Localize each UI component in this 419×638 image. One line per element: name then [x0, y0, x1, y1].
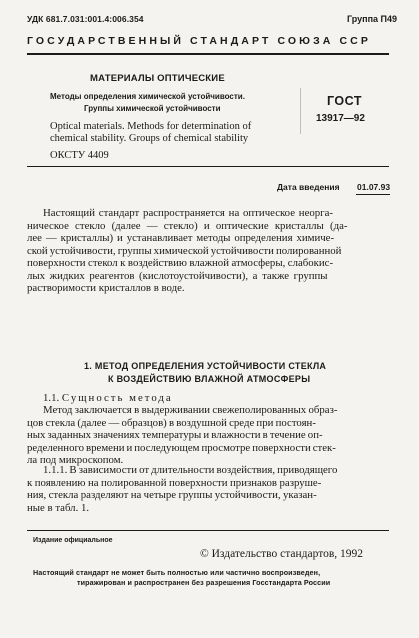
clause-heading [43, 392, 173, 404]
effective-date-underline [356, 194, 390, 195]
section-heading-line-1: 1. МЕТОД ОПРЕДЕЛЕНИЯ УСТОЙЧИВОСТИ СТЕКЛА [84, 361, 327, 371]
effective-date-label: Дата введения [277, 182, 340, 192]
method-line: Метод заключается в выдерживании свежеполированных образ- [43, 404, 338, 416]
header-rule [27, 53, 389, 55]
copyright-notice: © Издательство стандартов, 1992 [200, 548, 364, 560]
group-code: Группа П49 [347, 14, 398, 24]
method-paragraph [27, 404, 337, 467]
gost-number: 13917—92 [316, 113, 365, 124]
clause-line: к появлению на полированной поверхности признаков разруше- [27, 476, 322, 489]
intro-line: растворимости кристаллов в воде. [27, 282, 185, 294]
title-block-rule [27, 166, 389, 167]
clause-line: 1.1.1. В зависимости от длительности воздействия, приводящего [43, 464, 338, 476]
okstu-code: ОКСТУ 4409 [50, 150, 109, 161]
document-title: МАТЕРИАЛЫ ОПТИЧЕСКИЕ [90, 73, 225, 84]
intro-paragraph [27, 207, 347, 295]
clause-paragraph [27, 464, 337, 514]
title-divider [300, 88, 301, 134]
reproduction-notice-line-1: Настоящий стандарт не может быть полностью или частично воспроизведен, [33, 568, 321, 577]
effective-date-value: 01.07.93 [357, 182, 391, 192]
method-line: ределенного времени и последующем просмотре поверхности стек- [27, 441, 336, 454]
clause-line: ные в табл. 1. [27, 501, 90, 514]
edition-label: Издание официальное [33, 537, 113, 544]
intro-line: поверхности стекол к воздействию влажной атмосферы, слабокис- [27, 257, 334, 269]
gost-label: ГОСТ [327, 94, 362, 108]
method-line: цов стекла (далее — образцов) в воздушной среде при постоян- [27, 416, 316, 429]
english-title-line-1: Optical materials. Methods for determination of [50, 121, 252, 132]
clause-title: Сущность метода [61, 392, 173, 404]
clause-line: ния, стекла разделяют на четыре группы устойчивости, указан- [27, 489, 317, 501]
intro-line: лых жидких реагентов (кислотоустойчивости), а также группы [27, 269, 328, 282]
english-title-line-2: chemical stability. Groups of chemical stability [50, 133, 249, 144]
section-heading-line-2: К ВОЗДЕЙСТВИЮ ВЛАЖНОЙ АТМОСФЕРЫ [108, 374, 311, 384]
footer-rule [27, 530, 389, 531]
standard-banner: ГОСУДАРСТВЕННЫЙ СТАНДАРТ СОЮЗА ССР [27, 35, 371, 47]
intro-line: Настоящий стандарт распространяется на оптическое неорга- [43, 207, 333, 219]
clause-number: 1.1. [43, 392, 60, 404]
method-line: ла под микроскопом. [27, 454, 124, 466]
reproduction-notice-line-2: тиражирован и распространен без разрешения Госстандарта России [77, 578, 331, 587]
udk-code: УДК 681.7.031:001.4:006.354 [27, 14, 144, 24]
intro-line: лее — кристаллы) и устанавливает методы определения химиче- [27, 232, 335, 244]
intro-line: ническое стекло (далее — стекло) и оптические кристаллы (да- [27, 219, 348, 232]
method-line: ных заданных значениях температуры и влажности в течение оп- [27, 429, 323, 441]
document-subtitle-line-2: Группы химической устойчивости [84, 104, 221, 113]
document-subtitle-line-1: Методы определения химической устойчивости. [50, 92, 245, 101]
intro-line: ской устойчивости, группы химической устойчивости полированной [27, 244, 342, 257]
